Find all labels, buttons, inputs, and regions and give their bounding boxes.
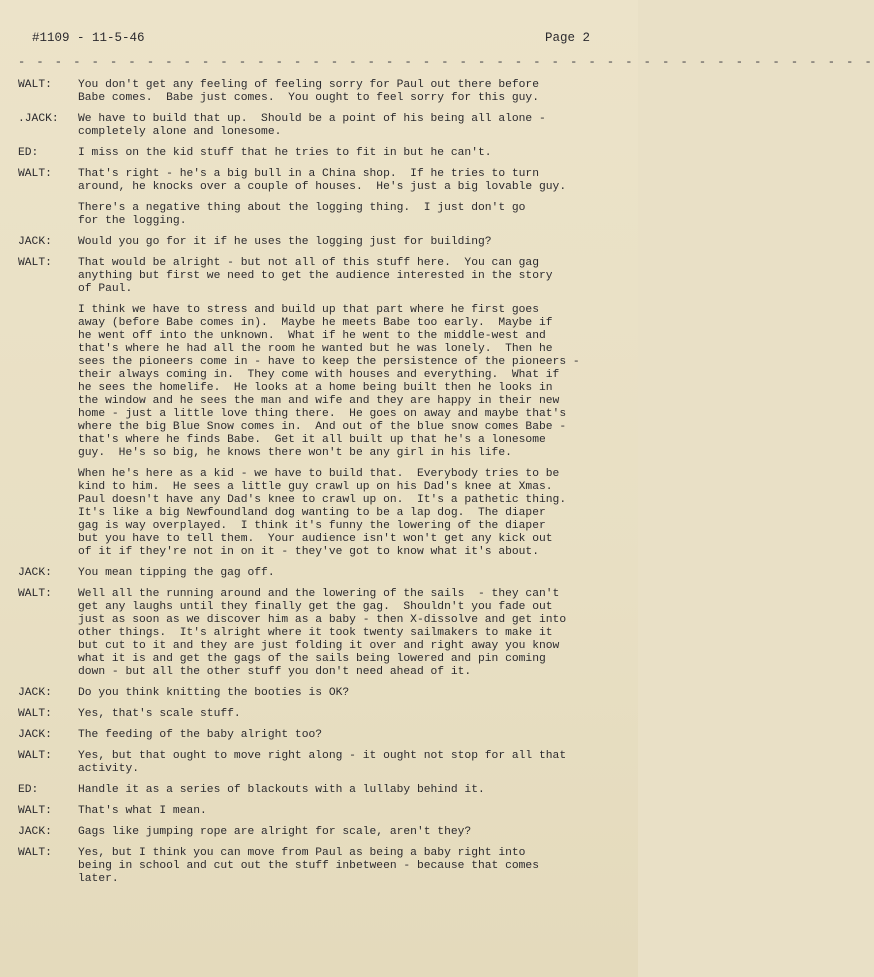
dialogue-paragraph: When he's here as a kid - we have to build that. Everybody tries to be kind to him. He sees a little guy crawl up on his Dad's knee at Xmas. Paul doesn't have any Dad's knee to crawl up on. It's a pathetic thing. It's like a big Newfoundland dog wanting to be a lap dog. The diaper gag is way overplayed. I think it's funny the lowering of the diaper but you have to tell them. Your audience isn't won't get any kick out of it if they're not in on it - they've got to know what it's about. — [78, 468, 567, 558]
dialogue-text — [78, 847, 618, 894]
dialogue-text — [78, 750, 618, 784]
dialogue-paragraph: We have to build that up. Should be a point of his being all alone - completely alone and lonesome. — [78, 113, 546, 138]
dialogue-paragraph: Do you think knitting the booties is OK? — [78, 687, 350, 699]
dialogue-paragraph: Gags like jumping rope are alright for scale, aren't they? — [78, 826, 472, 838]
dialogue-paragraph: The feeding of the baby alright too? — [78, 729, 323, 741]
dialogue-text — [78, 805, 618, 826]
dialogue-entry — [18, 257, 620, 567]
dialogue-paragraph: Yes, but that ought to move right along - it ought not stop for all that activity. — [78, 750, 567, 775]
dialogue-entry — [18, 687, 620, 708]
dialogue-entry — [18, 588, 620, 687]
dialogue-text — [78, 79, 618, 113]
dialogue-text — [78, 236, 618, 257]
dialogue-text — [78, 567, 618, 588]
dialogue-entry — [18, 847, 620, 894]
document-reference: #1109 - 11-5-46 — [32, 31, 145, 45]
dialogue-entry — [18, 567, 620, 588]
dialogue-text — [78, 588, 618, 687]
speaker-label: WALT: — [18, 168, 52, 180]
dialogue-text — [78, 113, 618, 147]
dialogue-paragraph: Well all the running around and the lowering of the sails - they can't get any laughs until they finally get the gag. Shouldn't you fade out just as soon as we discover him as a baby - then X-dissolve and get into other things. It's alright where it took twenty sailmakers to make it but cut to it and they are just folding it over and right away you know what it is and get the gags of the sails being lowered and pin coming down - but all the other stuff you don't need ahead of it. — [78, 588, 567, 678]
dialogue-entry — [18, 729, 620, 750]
dialogue-paragraph: I miss on the kid stuff that he tries to fit in but he can't. — [78, 147, 492, 159]
dialogue-text — [78, 168, 618, 236]
speaker-label: JACK: — [18, 729, 52, 741]
dialogue-entry — [18, 79, 620, 113]
speaker-label: .JACK: — [18, 113, 59, 125]
dialogue-paragraph: Yes, that's scale stuff. — [78, 708, 241, 720]
speaker-label: WALT: — [18, 79, 52, 91]
dialogue-text — [78, 784, 618, 805]
speaker-label: WALT: — [18, 257, 52, 269]
dialogue-text — [78, 729, 618, 750]
page-number: Page 2 — [544, 31, 590, 45]
dialogue-paragraph: Would you go for it if he uses the logging just for building? — [78, 236, 492, 248]
speaker-label: JACK: — [18, 236, 52, 248]
dialogue-paragraph: That's what I mean. — [78, 805, 207, 817]
dialogue-paragraph: I think we have to stress and build up that part where he first goes away (before Babe comes in). Maybe he meets Babe too early. Maybe if he went off into the unknown. What if he went to the middle-west and that's where he had all the room he wanted but he was lonely. Then he sees the pioneers come in - have to keep the persistence of the pioneers - their always coming in. They come with houses and everything. What if he sees the homelife. He looks at a home being built then he looks in the window and he sees the man and wife and they are happy in their new home - just a little love thing there. He goes on away and maybe that's where the big Blue Snow comes in. And out of the blue snow comes Babe - that's where he finds Babe. Get it all built up that he's a lonesome guy. He's so big, he knows there won't be any girl in his life. — [78, 304, 580, 459]
speaker-label: WALT: — [18, 750, 52, 762]
dialogue-entry — [18, 784, 620, 805]
speaker-label: ED: — [18, 784, 39, 796]
transcript — [18, 79, 620, 894]
dialogue-text — [78, 147, 618, 168]
dialogue-entry — [18, 168, 620, 236]
dialogue-entry — [18, 113, 620, 147]
speaker-label: WALT: — [18, 847, 52, 859]
dialogue-entry — [18, 826, 620, 847]
dialogue-paragraph: That would be alright - but not all of this stuff here. You can gag anything but first we need to get the audience interested in the story of Paul. — [78, 257, 553, 295]
dialogue-entry — [18, 805, 620, 826]
dialogue-text — [78, 708, 618, 729]
dialogue-paragraph: There's a negative thing about the logging thing. I just don't go for the logging. — [78, 202, 526, 227]
dialogue-paragraph: You don't get any feeling of feeling sorry for Paul out there before Babe comes. Babe just comes. You ought to feel sorry for this guy. — [78, 79, 539, 104]
speaker-label: WALT: — [18, 708, 52, 720]
speaker-label: WALT: — [18, 588, 52, 600]
dialogue-entry — [18, 750, 620, 784]
dialogue-text — [78, 687, 618, 708]
speaker-label: JACK: — [18, 687, 52, 699]
header-divider: - - - - - - - - - - - - - - - - - - - - - - - - - - - - - - - - - - - - - - - - - - - - - - - — [18, 55, 874, 69]
dialogue-entry — [18, 147, 620, 168]
dialogue-paragraph: Handle it as a series of blackouts with a lullaby behind it. — [78, 784, 485, 796]
dialogue-text — [78, 257, 618, 567]
dialogue-entry — [18, 708, 620, 729]
dialogue-paragraph: Yes, but I think you can move from Paul as being a baby right into being in school and cut out the stuff inbetween - because that comes later. — [78, 847, 539, 885]
speaker-label: WALT: — [18, 805, 52, 817]
speaker-label: JACK: — [18, 567, 52, 579]
page-header — [18, 31, 620, 53]
dialogue-text — [78, 826, 618, 847]
dialogue-entry — [18, 236, 620, 257]
dialogue-paragraph: That's right - he's a big bull in a China shop. If he tries to turn around, he knocks over a couple of houses. He's just a big lovable guy. — [78, 168, 567, 193]
dialogue-paragraph: You mean tipping the gag off. — [78, 567, 275, 579]
speaker-label: JACK: — [18, 826, 52, 838]
speaker-label: ED: — [18, 147, 39, 159]
